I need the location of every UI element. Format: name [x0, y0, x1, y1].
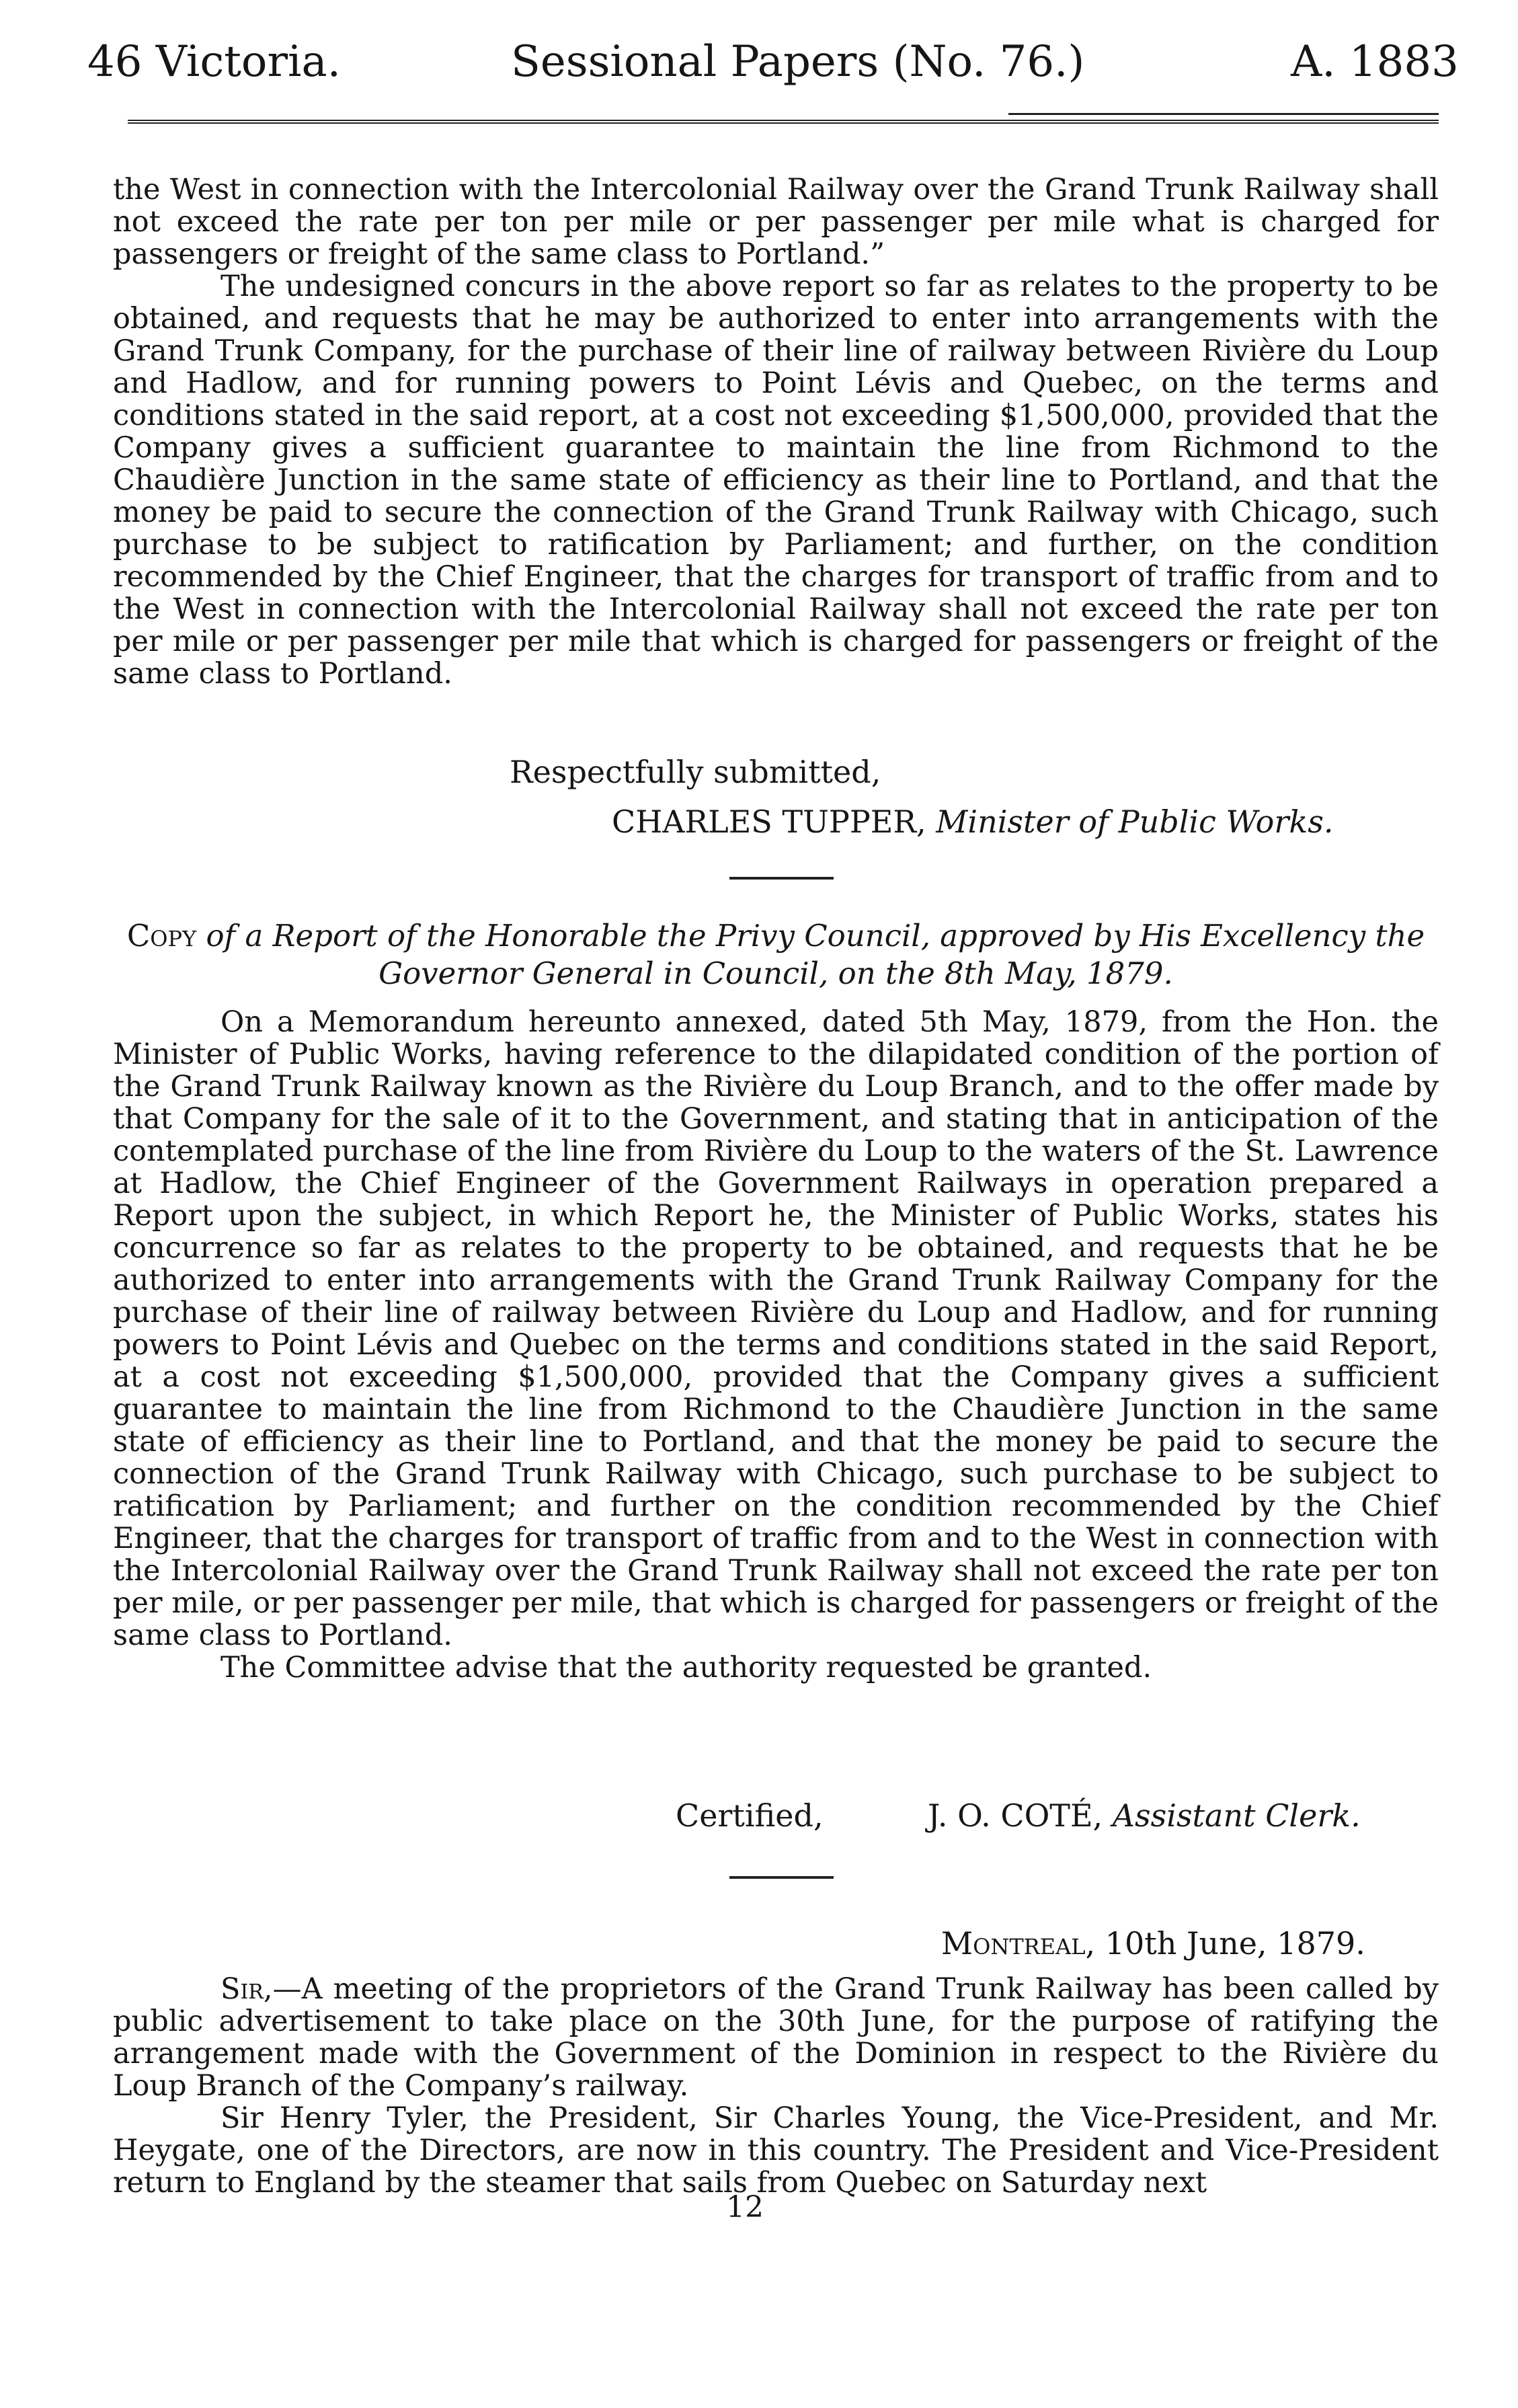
paragraph-continued: the West in connection with the Intercolonial Railway over the Grand Trunk Railway shall not exceed the rate per ton per mile or per passenger per mile what is charged for passengers or freight of the same class to Portland.” — [113, 173, 1439, 271]
salutation: Sir, — [221, 1972, 273, 2006]
signature-tupper — [612, 803, 1333, 841]
header-year: A. 1883 — [1291, 37, 1459, 87]
closing-respectfully: Respectfully submitted, — [510, 754, 881, 790]
header-rule-thin — [1008, 113, 1439, 115]
paragraph-sir-text: —A meeting of the proprietors of the Grand Trunk Railway has been called by public advertisement to take place on the 30th June, for the purpose of ratifying the arrangement made with the Government of the Dominion in respect to the Rivière du Loup Branch of the Company’s railway. — [113, 1972, 1439, 2103]
signature-cote — [928, 1797, 1361, 1834]
dateline-city: Montreal, — [941, 1925, 1096, 1962]
paragraph-memorandum: On a Memorandum hereunto annexed, dated 5th May, 1879, from the Hon. the Minister of Public Works, having reference to the dilapidated condition of the portion of the Grand Trunk Railway known as the Rivière du Loup Branch, and to the offer made by that Company for the sale of it to the Government, and stating that in anticipation of the contemplated purchase of the line from Rivière du Loup to the waters of the St. Lawrence at Hadlow, the Chief Engineer of the Government Railways in operation prepared a Report upon the subject, in which Report he, the Minister of Public Works, states his concurrence so far as relates to the property to be obtained, and requests that he be authorized to enter into arrangements with the Grand Trunk Railway Company for the purchase of their line of railway between Rivière du Loup and Hadlow, and for running powers to Point Lévis and Quebec on the terms and conditions stated in the said Report, at a cost not exceeding $1,500,000, provided that the Company gives a sufficient guarantee to maintain the line from Richmond to the Chaudière Junction in the same state of efficiency as their line to Portland, and that the money be paid to secure the connection of the Grand Trunk Railway with Chicago, such purchase to be subject to ratification by Parliament; and further on the condition recommended by the Chief Engineer, that the charges for transport of traffic from and to the West in connection with the Intercolonial Railway over the Grand Trunk Railway shall not exceed the rate per ton per mile, or per passenger per mile, that which is charged for passengers or freight of the same class to Portland. — [113, 1005, 1439, 1652]
copy-label: Copy — [126, 918, 197, 954]
letter-body — [113, 1973, 1439, 2199]
page-number: 12 — [726, 2190, 764, 2224]
paragraph-tyler: Sir Henry Tyler, the President, Sir Charles Young, the Vice-President, and Mr. Heygate, one of the Directors, are now in this country. The President and Vice-President return to England by the steamer that sails from Quebec on Saturday next — [113, 2101, 1439, 2200]
signatory-name: CHARLES TUPPER, — [612, 804, 926, 840]
report-continuation — [113, 173, 1439, 690]
header-rule — [128, 120, 1439, 124]
report-heading — [113, 917, 1439, 993]
report-heading-line2: Governor General in Council, on the 8th May, 1879. — [378, 956, 1173, 991]
dateline-date: 10th June, 1879. — [1105, 1925, 1365, 1962]
paragraph-sir — [113, 1973, 1439, 2102]
paragraph-committee: The Committee advise that the authority requested be granted. — [221, 1651, 1152, 1684]
paragraph-concurrence: The undesigned concurs in the above report so far as relates to the property to be obtained, and requests that he may be authorized to enter into arrangements with the Grand Trunk Company, for the purchase of their line of railway between Rivière du Loup and Hadlow, and for running powers to Point Lévis and Quebec, on the terms and conditions stated in the said report, at a cost not exceeding $1,500,000, provided that the Company gives a sufficient guarantee to maintain the line from Richmond to the Chaudière Junction in the same state of efficiency as their line to Portland, and that the money be paid to secure the connection of the Grand Trunk Railway with Chicago, such purchase to be subject to ratification by Parliament; and further, on the condition recommended by the Chief Engineer, that the charges for transport of traffic from and to the West in connection with the Intercolonial Railway shall not exceed the rate per ton per mile or per passenger per mile that which is charged for passengers or freight of the same class to Portland. — [113, 270, 1439, 691]
letter-dateline — [941, 1925, 1365, 1962]
clerk-name: J. O. COTÉ, — [928, 1797, 1103, 1834]
certification-label: Certified, — [676, 1797, 824, 1834]
clerk-title: Assistant Clerk. — [1112, 1797, 1361, 1834]
report-heading-line1: of a Report of the Honorable the Privy Council, approved by His Excellency the — [206, 918, 1425, 954]
privy-council-report — [113, 917, 1439, 1684]
signatory-title: Minister of Public Works. — [936, 804, 1334, 840]
section-divider-2 — [729, 1876, 834, 1879]
header-session: 46 Victoria. — [87, 37, 341, 87]
section-divider — [729, 877, 834, 880]
header-title: Sessional Papers (No. 76.) — [511, 37, 1085, 87]
